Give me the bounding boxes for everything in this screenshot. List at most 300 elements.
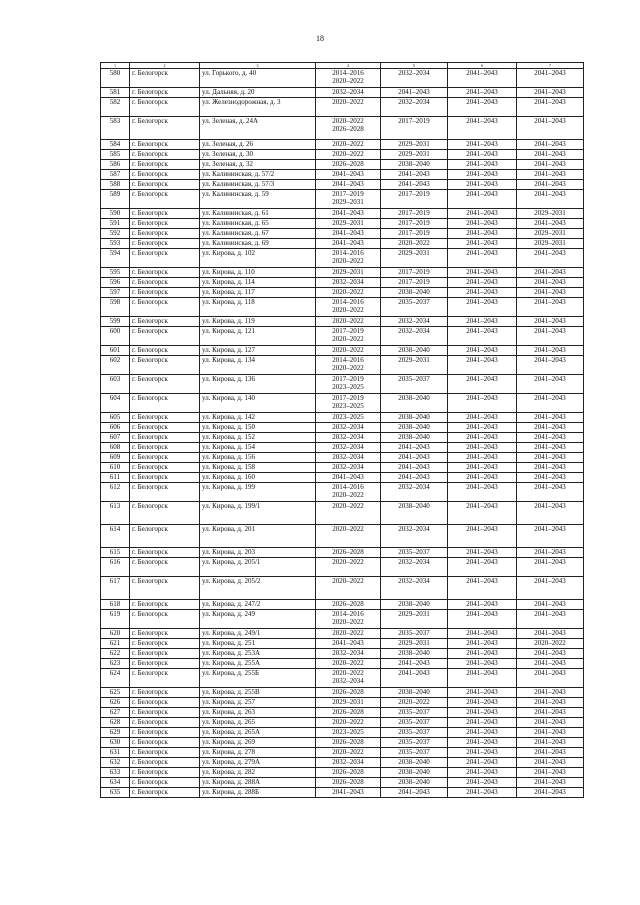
period-line: 2032–2034 [332,423,364,431]
period-3-cell: 2041–2043 [448,150,517,160]
period-1-cell [316,150,381,160]
row-number: 607 [101,433,130,443]
address-cell: ул. Кирова, д. 255А [200,659,316,669]
period-line: 2020–2022 [332,117,364,125]
period-2-cell: 2041–2043 [381,669,448,688]
period-line: 2026–2028 [332,778,364,786]
period-2-cell: 2038–2040 [381,502,448,525]
period-1-cell [316,758,381,768]
period-2-cell: 2017–2019 [381,209,448,219]
period-4-cell: 2041–2043 [517,688,584,698]
period-3-cell: 2041–2043 [448,268,517,278]
period-line: 2020–2022 [332,577,364,585]
period-1-cell [316,453,381,463]
period-1-cell [316,558,381,577]
period-3-cell: 2041–2043 [448,463,517,473]
period-line: 2041–2043 [332,239,364,247]
table-row [101,629,584,639]
table-row [101,688,584,698]
row-number: 588 [101,180,130,190]
period-2-cell: 2038–2040 [381,346,448,356]
period-1-cell [316,728,381,738]
period-3-cell: 2041–2043 [448,170,517,180]
period-1-cell [316,629,381,639]
period-4-cell: 2041–2043 [517,180,584,190]
row-number: 615 [101,548,130,558]
table-row [101,768,584,778]
period-4-cell: 2041–2043 [517,649,584,659]
period-line: 2014–2016 [332,356,364,364]
period-4-cell: 2041–2043 [517,748,584,758]
table-row [101,433,584,443]
address-cell: ул. Кирова, д. 114 [200,278,316,288]
city-cell: г. Белогорск [130,669,200,688]
city-cell: г. Белогорск [130,413,200,423]
table-row [101,239,584,249]
address-cell: ул. Зеленая, д. 24А [200,117,316,140]
period-3-cell: 2041–2043 [448,659,517,669]
period-3-cell: 2041–2043 [448,453,517,463]
period-line: 2020–2022 [332,346,364,354]
period-line: 2020–2022 [332,317,364,325]
period-1-cell [316,98,381,117]
period-2-cell: 2029–2031 [381,150,448,160]
row-number: 613 [101,502,130,525]
period-2-cell: 2041–2043 [381,443,448,453]
address-cell: ул. Кирова, д. 140 [200,394,316,413]
address-cell: ул. Кирова, д. 288А [200,778,316,788]
period-line: 2014–2016 [332,298,364,306]
period-3-cell: 2041–2043 [448,180,517,190]
period-4-cell: 2041–2043 [517,249,584,268]
period-1-cell [316,394,381,413]
address-cell: ул. Зеленая, д. 30 [200,150,316,160]
period-1-cell [316,433,381,443]
period-4-cell: 2041–2043 [517,698,584,708]
address-cell: ул. Кирова, д. 127 [200,346,316,356]
address-cell: ул. Калининская, д. 69 [200,239,316,249]
city-cell: г. Белогорск [130,190,200,209]
period-1-cell [316,346,381,356]
city-cell: г. Белогорск [130,433,200,443]
city-cell: г. Белогорск [130,219,200,229]
header-cell: 4 [316,63,381,69]
period-1-cell [316,356,381,375]
period-2-cell: 2038–2040 [381,394,448,413]
row-number: 603 [101,375,130,394]
page-number: 18 [316,34,324,43]
period-line: 2014–2016 [332,249,364,257]
city-cell: г. Белогорск [130,180,200,190]
period-line: 2020–2022 [332,364,364,372]
period-4-cell: 2041–2043 [517,629,584,639]
period-line: 2026–2028 [332,768,364,776]
city-cell: г. Белогорск [130,69,200,88]
address-cell: ул. Кирова, д. 203 [200,548,316,558]
period-3-cell: 2041–2043 [448,688,517,698]
row-number: 580 [101,69,130,88]
city-cell: г. Белогорск [130,558,200,577]
address-cell: ул. Кирова, д. 150 [200,423,316,433]
address-cell: ул. Кирова, д. 110 [200,268,316,278]
row-number: 622 [101,649,130,659]
address-cell: ул. Калининская, д. 61 [200,209,316,219]
period-line: 2041–2043 [332,170,364,178]
row-number: 593 [101,239,130,249]
period-2-cell: 2035–2037 [381,728,448,738]
city-cell: г. Белогорск [130,327,200,346]
period-line: 2020–2022 [332,288,364,296]
address-cell: ул. Кирова, д. 142 [200,413,316,423]
period-1-cell [316,219,381,229]
period-2-cell: 2035–2037 [381,718,448,728]
row-number: 619 [101,610,130,629]
period-line: 2032–2034 [332,453,364,461]
period-line: 2026–2028 [332,708,364,716]
period-line: 2032–2034 [332,758,364,766]
table-row [101,268,584,278]
address-cell: ул. Кирова, д. 199/1 [200,502,316,525]
table-row [101,288,584,298]
city-cell: г. Белогорск [130,788,200,798]
period-3-cell: 2041–2043 [448,317,517,327]
period-line: 2020–2022 [332,525,364,533]
period-4-cell: 2041–2043 [517,140,584,150]
address-cell: ул. Кирова, д. 136 [200,375,316,394]
period-1-cell [316,788,381,798]
period-1-cell [316,548,381,558]
period-line: 2032–2034 [332,677,364,685]
period-2-cell: 2032–2034 [381,98,448,117]
period-line: 2041–2043 [332,473,364,481]
address-cell: ул. Кирова, д. 102 [200,249,316,268]
period-3-cell: 2041–2043 [448,548,517,558]
address-cell: ул. Кирова, д. 119 [200,317,316,327]
period-4-cell: 2041–2043 [517,117,584,140]
row-number: 610 [101,463,130,473]
header-cell: 3 [200,63,316,69]
period-4-cell: 2041–2043 [517,778,584,788]
period-line: 2020–2022 [332,502,364,510]
city-cell: г. Белогорск [130,483,200,502]
city-cell: г. Белогорск [130,639,200,649]
period-3-cell: 2041–2043 [448,423,517,433]
address-cell: ул. Кирова, д. 249 [200,610,316,629]
row-number: 609 [101,453,130,463]
table-row [101,98,584,117]
period-3-cell: 2041–2043 [448,748,517,758]
period-2-cell: 2032–2034 [381,558,448,577]
period-line: 2020–2022 [332,150,364,158]
period-1-cell [316,140,381,150]
table-row [101,708,584,718]
table-row [101,483,584,502]
period-line: 2023–2025 [332,728,364,736]
address-cell: ул. Зеленая, д. 32 [200,160,316,170]
address-cell: ул. Кирова, д. 249/1 [200,629,316,639]
address-cell: ул. Зеленая, д. 26 [200,140,316,150]
period-3-cell: 2041–2043 [448,278,517,288]
period-line: 2020–2022 [332,718,364,726]
period-2-cell: 2038–2040 [381,423,448,433]
period-3-cell: 2041–2043 [448,98,517,117]
period-4-cell: 2041–2043 [517,669,584,688]
city-cell: г. Белогорск [130,298,200,317]
period-1-cell [316,473,381,483]
table-row [101,639,584,649]
table-row [101,443,584,453]
period-3-cell: 2041–2043 [448,669,517,688]
table-row [101,88,584,98]
period-4-cell: 2041–2043 [517,659,584,669]
row-number: 587 [101,170,130,180]
address-cell: ул. Железнодорожная, д. 3 [200,98,316,117]
period-4-cell: 2041–2043 [517,356,584,375]
period-4-cell: 2041–2043 [517,394,584,413]
period-2-cell: 2017–2019 [381,190,448,209]
address-cell: ул. Кирова, д. 121 [200,327,316,346]
period-3-cell: 2041–2043 [448,483,517,502]
table-row [101,69,584,88]
period-line: 2032–2034 [332,649,364,657]
period-4-cell: 2041–2043 [517,788,584,798]
period-3-cell: 2041–2043 [448,758,517,768]
period-3-cell: 2041–2043 [448,394,517,413]
period-line: 2026–2028 [332,548,364,556]
period-line: 2026–2028 [332,600,364,608]
address-cell: ул. Кирова, д. 154 [200,443,316,453]
row-number: 602 [101,356,130,375]
row-number: 628 [101,718,130,728]
row-number: 626 [101,698,130,708]
city-cell: г. Белогорск [130,463,200,473]
address-cell: ул. Кирова, д. 117 [200,288,316,298]
period-line: 2014–2016 [332,69,364,77]
row-number: 629 [101,728,130,738]
address-cell: ул. Кирова, д. 156 [200,453,316,463]
period-3-cell: 2041–2043 [448,190,517,209]
period-1-cell [316,718,381,728]
period-3-cell: 2041–2043 [448,298,517,317]
period-line: 2032–2034 [332,443,364,451]
period-1-cell [316,229,381,239]
table-row [101,150,584,160]
period-4-cell: 2041–2043 [517,738,584,748]
period-1-cell [316,778,381,788]
period-line: 2026–2028 [332,738,364,746]
city-cell: г. Белогорск [130,525,200,548]
city-cell: г. Белогорск [130,758,200,768]
city-cell: г. Белогорск [130,209,200,219]
period-3-cell: 2041–2043 [448,738,517,748]
period-2-cell: 2035–2037 [381,629,448,639]
period-line: 2020–2022 [332,659,364,667]
address-cell: ул. Горького, д. 40 [200,69,316,88]
address-cell: ул. Кирова, д. 205/1 [200,558,316,577]
city-cell: г. Белогорск [130,728,200,738]
period-line: 2023–2025 [332,413,364,421]
address-cell: ул. Кирова, д. 269 [200,738,316,748]
period-2-cell: 2041–2043 [381,473,448,483]
table-row [101,463,584,473]
address-cell: ул. Калининская, д. 65 [200,219,316,229]
period-1-cell [316,69,381,88]
city-cell: г. Белогорск [130,548,200,558]
period-2-cell: 2041–2043 [381,180,448,190]
city-cell: г. Белогорск [130,98,200,117]
period-2-cell: 2041–2043 [381,463,448,473]
period-1-cell [316,483,381,502]
row-number: 630 [101,738,130,748]
row-number: 633 [101,768,130,778]
address-cell: ул. Калининская, д. 57/2 [200,170,316,180]
row-number: 597 [101,288,130,298]
row-number: 601 [101,346,130,356]
period-1-cell [316,117,381,140]
period-2-cell: 2017–2019 [381,219,448,229]
period-2-cell: 2035–2037 [381,748,448,758]
period-line: 2041–2043 [332,639,364,647]
period-1-cell [316,600,381,610]
table-row [101,190,584,209]
table-row [101,698,584,708]
period-4-cell: 2041–2043 [517,453,584,463]
period-line: 2017–2019 [332,394,364,402]
period-line: 2020–2022 [332,629,364,637]
period-3-cell: 2041–2043 [448,288,517,298]
period-3-cell: 2041–2043 [448,229,517,239]
table-row [101,610,584,629]
period-line: 2029–2031 [332,219,364,227]
period-4-cell: 2029–2031 [517,229,584,239]
period-2-cell: 2020–2022 [381,698,448,708]
table-row [101,758,584,768]
city-cell: г. Белогорск [130,423,200,433]
address-cell: ул. Кирова, д. 253А [200,649,316,659]
table-row [101,413,584,423]
period-3-cell: 2041–2043 [448,160,517,170]
row-number: 608 [101,443,130,453]
period-4-cell: 2041–2043 [517,298,584,317]
period-3-cell: 2041–2043 [448,778,517,788]
address-cell: ул. Кирова, д. 158 [200,463,316,473]
table-row [101,728,584,738]
period-3-cell: 2041–2043 [448,708,517,718]
period-1-cell [316,639,381,649]
period-4-cell: 2041–2043 [517,600,584,610]
period-3-cell: 2041–2043 [448,239,517,249]
period-1-cell [316,298,381,317]
period-4-cell: 2041–2043 [517,473,584,483]
row-number: 595 [101,268,130,278]
period-2-cell: 2035–2037 [381,708,448,718]
period-4-cell: 2041–2043 [517,190,584,209]
address-cell: ул. Кирова, д. 255Б [200,669,316,688]
table-row [101,249,584,268]
address-cell: ул. Кирова, д. 263 [200,708,316,718]
schedule-table [100,62,584,798]
row-number: 631 [101,748,130,758]
header-cell: 5 [381,63,448,69]
address-cell: ул. Кирова, д. 279А [200,758,316,768]
row-number: 632 [101,758,130,768]
table-row [101,659,584,669]
period-4-cell: 2041–2043 [517,69,584,88]
period-3-cell: 2041–2043 [448,629,517,639]
period-line: 2014–2016 [332,483,364,491]
period-1-cell [316,423,381,433]
period-4-cell: 2041–2043 [517,219,584,229]
period-2-cell: 2032–2034 [381,327,448,346]
city-cell: г. Белогорск [130,688,200,698]
period-2-cell: 2035–2037 [381,298,448,317]
city-cell: г. Белогорск [130,577,200,600]
period-1-cell [316,288,381,298]
period-4-cell: 2041–2043 [517,288,584,298]
row-number: 590 [101,209,130,219]
address-cell: ул. Кирова, д. 205/2 [200,577,316,600]
period-4-cell: 2041–2043 [517,758,584,768]
period-4-cell: 2041–2043 [517,170,584,180]
address-cell: ул. Кирова, д. 257 [200,698,316,708]
period-line: 2017–2019 [332,327,364,335]
table-row [101,140,584,150]
period-4-cell: 2041–2043 [517,483,584,502]
header-cell: 6 [448,63,517,69]
row-number: 592 [101,229,130,239]
period-2-cell: 2038–2040 [381,413,448,423]
row-number: 591 [101,219,130,229]
row-number: 584 [101,140,130,150]
period-3-cell: 2041–2043 [448,69,517,88]
period-3-cell: 2041–2043 [448,473,517,483]
period-4-cell: 2041–2043 [517,433,584,443]
row-number: 612 [101,483,130,502]
period-1-cell [316,698,381,708]
address-cell: ул. Калининская, д. 59 [200,190,316,209]
period-3-cell: 2041–2043 [448,117,517,140]
period-3-cell: 2041–2043 [448,577,517,600]
city-cell: г. Белогорск [130,738,200,748]
period-1-cell [316,160,381,170]
table-row [101,525,584,548]
table-row [101,229,584,239]
period-2-cell: 2017–2019 [381,117,448,140]
city-cell: г. Белогорск [130,659,200,669]
table-row [101,346,584,356]
period-4-cell: 2041–2043 [517,728,584,738]
address-cell: ул. Кирова, д. 288Б [200,788,316,798]
period-1-cell [316,190,381,209]
period-2-cell: 2029–2031 [381,356,448,375]
address-cell: ул. Кирова, д. 152 [200,433,316,443]
period-2-cell: 2032–2034 [381,317,448,327]
period-1-cell [316,375,381,394]
row-number: 634 [101,778,130,788]
period-line: 2020–2022 [332,257,364,265]
period-3-cell: 2041–2043 [448,639,517,649]
period-line: 2041–2043 [332,229,364,237]
period-4-cell: 2041–2043 [517,548,584,558]
period-4-cell: 2041–2043 [517,463,584,473]
period-3-cell: 2041–2043 [448,346,517,356]
period-1-cell [316,278,381,288]
table-row [101,423,584,433]
period-4-cell: 2041–2043 [517,268,584,278]
period-4-cell: 2041–2043 [517,768,584,778]
city-cell: г. Белогорск [130,600,200,610]
period-line: 2032–2034 [332,88,364,96]
